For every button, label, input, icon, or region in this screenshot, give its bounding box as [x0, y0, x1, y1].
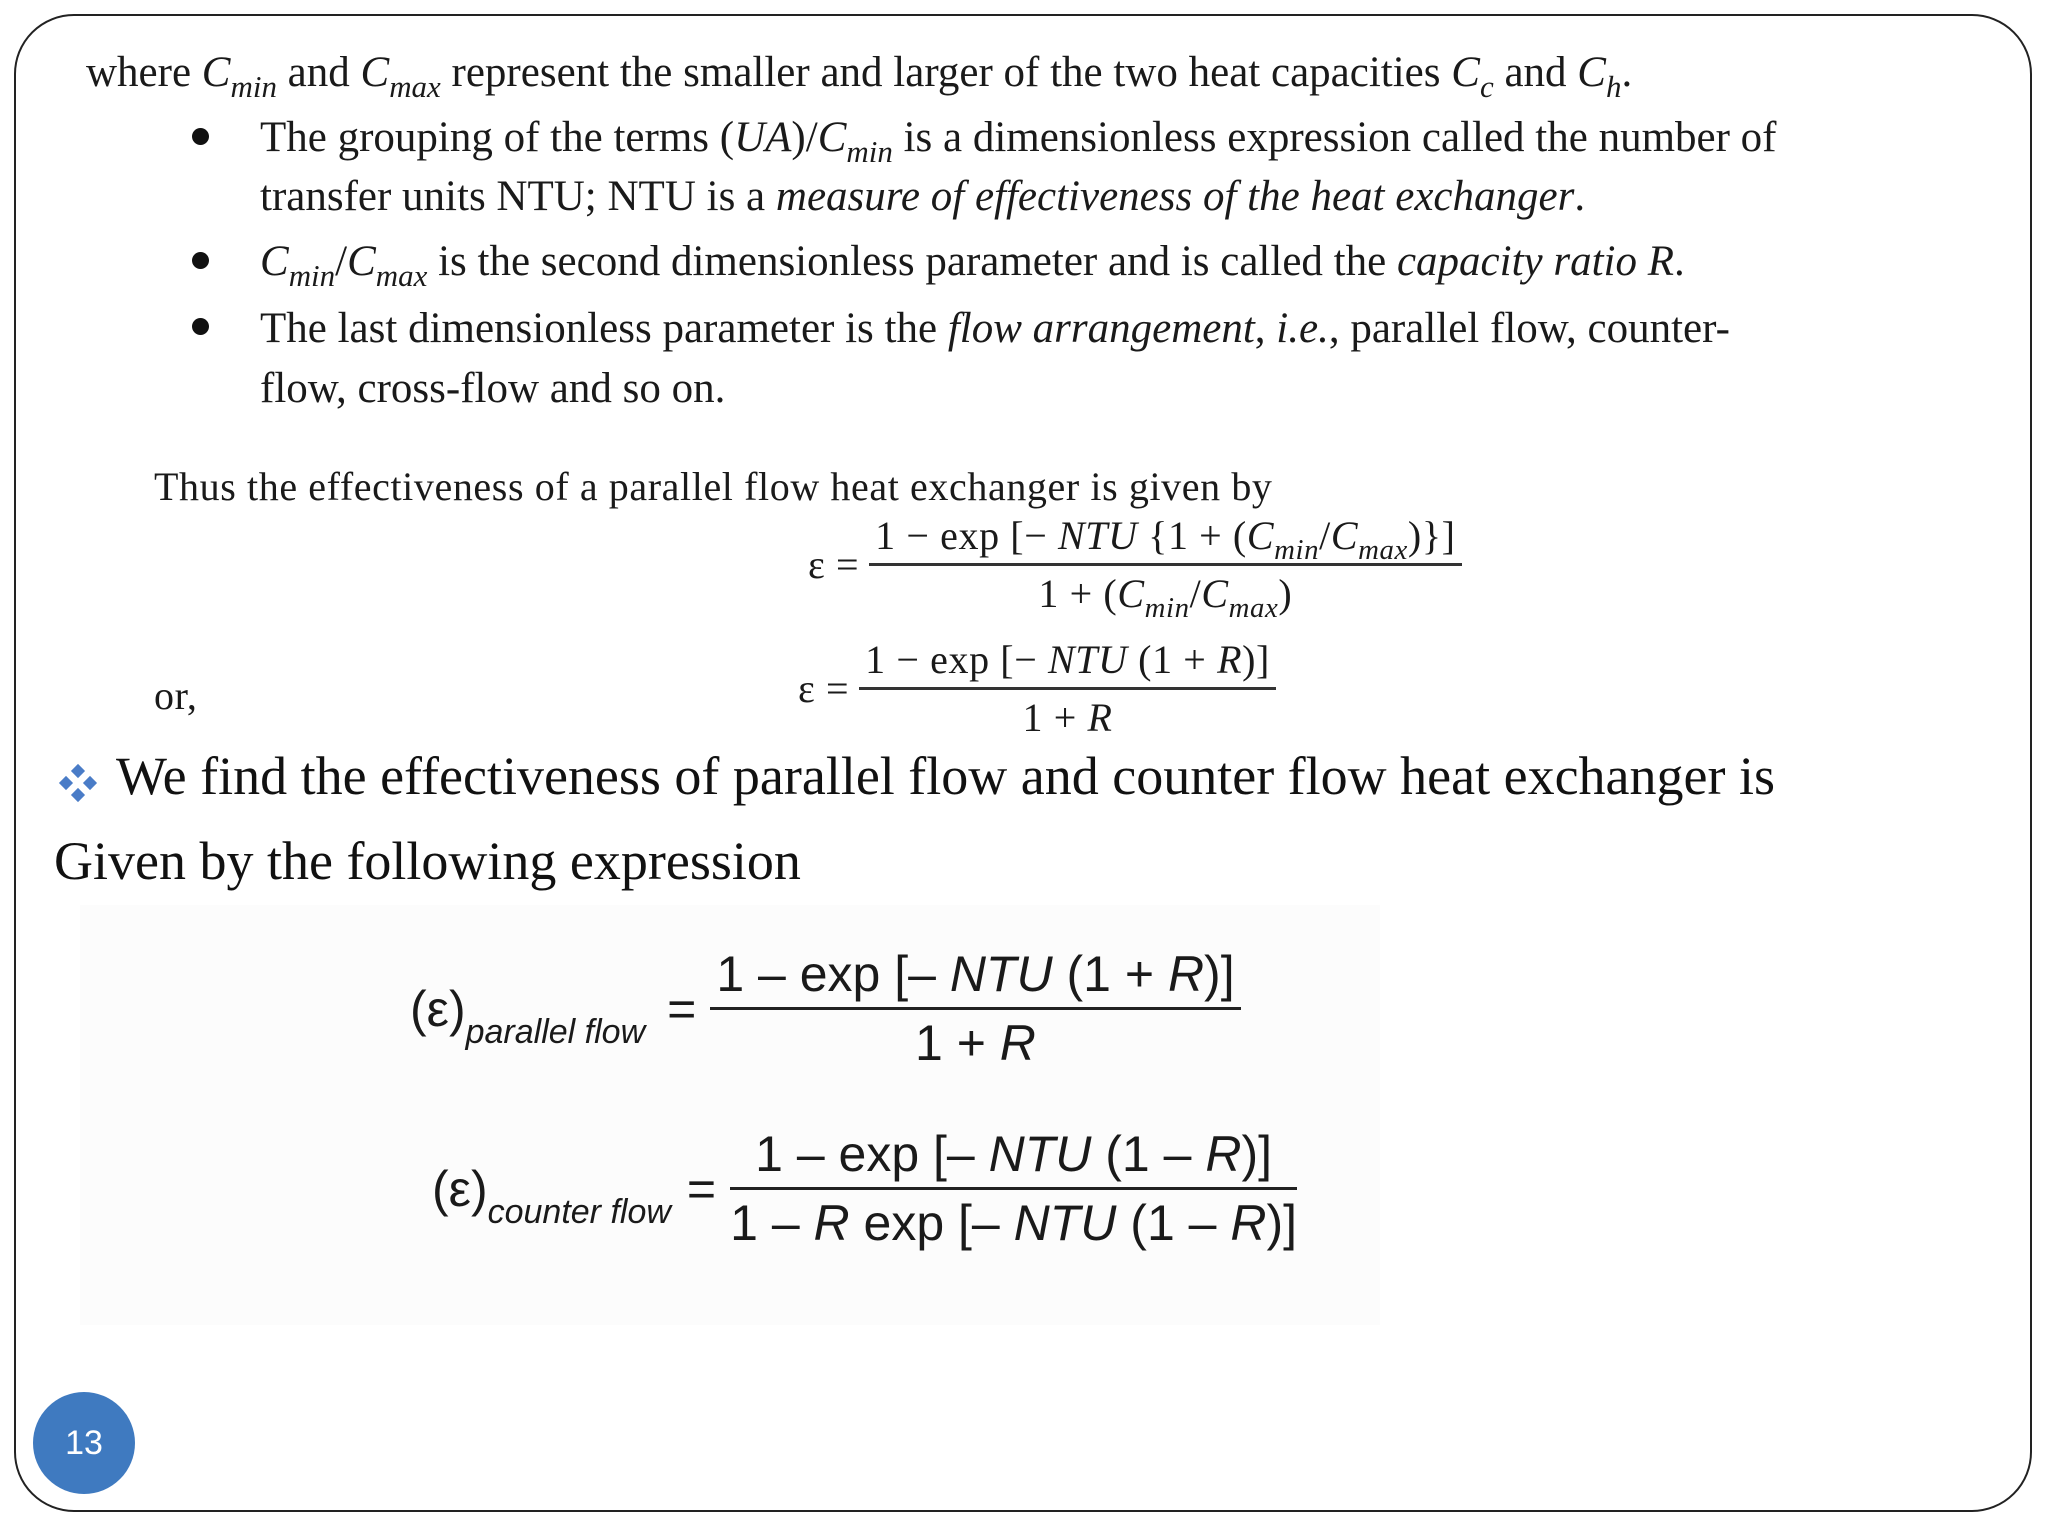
equation-fraction: [869, 512, 1461, 625]
page-number-badge: [33, 1392, 135, 1494]
intro-text: and: [1493, 49, 1578, 96]
equation-denominator: $1 + (C_{min}/C_{max})$: [1038, 571, 1293, 625]
formula-denominator: 1 – R exp [– NTU (1 – R)]: [730, 1195, 1298, 1251]
symbol-c-max: $C_{max}$: [360, 49, 441, 104]
bullet-1-line-1: The grouping of the terms $(UA)/C_{min}$ is a dimensionless expression called the number of: [260, 114, 1777, 169]
intro-text: represent the smaller and larger of the two heat capacities: [440, 49, 1452, 96]
equation-numerator: 1 − exp [− NTU $\{1 + (C_{min}/C_{max})\}$]: [869, 512, 1461, 566]
bullet-dot: [192, 252, 209, 269]
formula-numerator: 1 – exp [– NTU (1 + R)]: [710, 945, 1240, 1010]
equation-1: [808, 512, 1462, 625]
equation-lhs: ε =: [808, 542, 860, 587]
or-label: or,: [154, 673, 198, 718]
equation-2: [798, 636, 1276, 741]
symbol-c-min: $C_{min}$: [201, 49, 277, 104]
equation-fraction: [859, 636, 1276, 741]
bullet-3-line-1: The last dimensionless parameter is the flow arrangement, i.e., parallel flow, counter-: [260, 305, 1730, 352]
intro-line: where $C_{min}$ and $C_{max}$ represent the smaller and larger of the two heat capacities $C_c$ and $C_h$.: [86, 49, 1633, 104]
page-number: 13: [65, 1423, 103, 1462]
symbol-c-h: $C_h$: [1577, 49, 1622, 104]
statement-line-2: Given by the following expression: [54, 831, 801, 891]
equation-lhs: ε =: [798, 666, 850, 711]
intro-text: and: [276, 49, 361, 96]
statement-line-1: We find the effectiveness of parallel flow and counter flow heat exchanger is: [116, 746, 1775, 806]
formula-numerator: 1 – exp [– NTU (1 – R)]: [730, 1125, 1297, 1190]
formula-fraction: [730, 1125, 1297, 1252]
formula-counter-flow: $(\varepsilon)_{counter flow}$ = $\frac{\text{1 – exp [– NTU (1 – R)]}}{\text{1 – R exp [– NTU (1 – R)]}}$: [432, 1126, 1298, 1251]
bullet-dot: [192, 128, 209, 145]
equation-numerator: 1 − exp [− NTU (1 + R)]: [859, 636, 1276, 690]
formula-fraction: [710, 945, 1240, 1072]
formula-lhs: $(\varepsilon)_{counter flow}$: [432, 1160, 671, 1231]
intro-text: where: [86, 49, 202, 96]
formula-parallel-flow: $(\varepsilon)_{parallel flow}$ = $\frac{\text{1 – exp [– NTU (1 + R)]}}{1 + R}$: [410, 945, 1241, 1072]
bullet-3-line-2: flow, cross-flow and so on.: [260, 365, 726, 412]
equation-denominator: 1 + R: [1022, 695, 1113, 740]
formula-lhs: $(\varepsilon)_{parallel flow}$: [410, 980, 646, 1051]
effectiveness-lead-text: Thus the effectiveness of a parallel flow heat exchanger is given by: [154, 464, 1273, 509]
bullet-1-line-2: transfer units NTU; NTU is a measure of effectiveness of the heat exchanger.: [260, 173, 1586, 220]
symbol-c-c: $C_c$: [1451, 49, 1494, 104]
diamond-bullet-icon: [58, 763, 98, 803]
bullet-dot: [192, 318, 209, 335]
bullet-2-line: $C_{min}/C_{max}$ is the second dimensionless parameter and is called the capacity ratio R.: [260, 238, 1685, 293]
formula-denominator: 1 + R: [915, 1015, 1036, 1071]
